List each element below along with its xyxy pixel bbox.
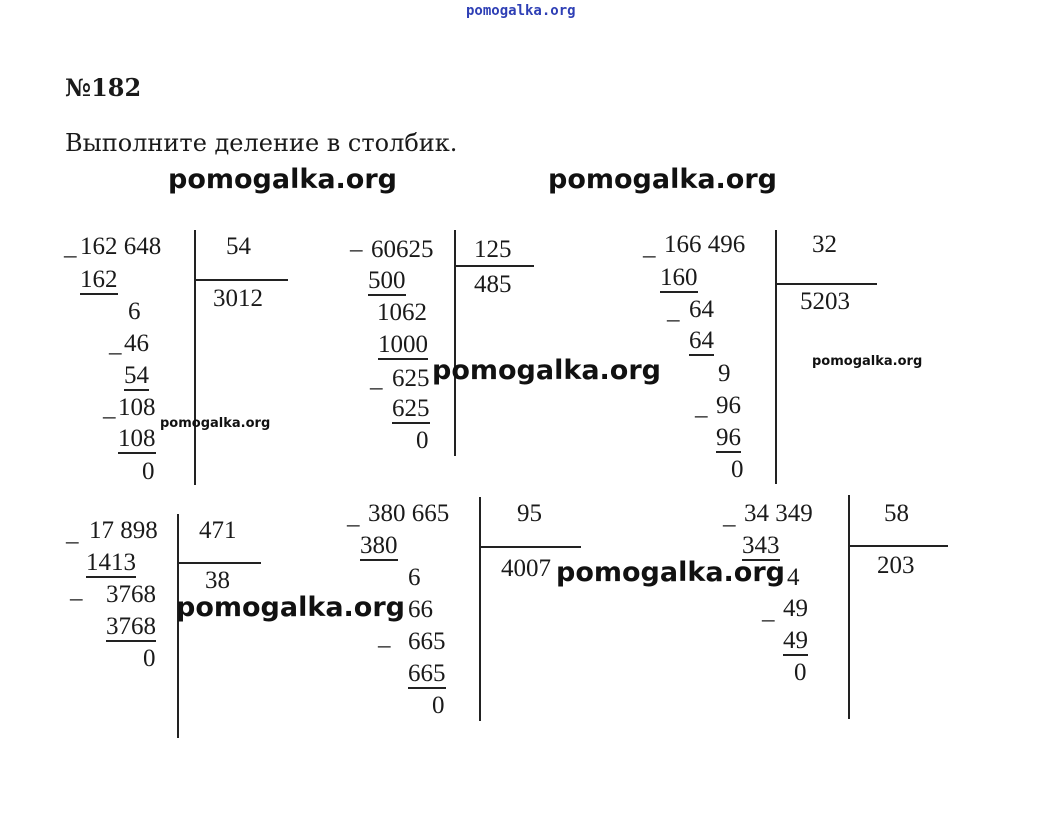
step: 66 [408,596,433,623]
step: 160 [660,264,698,291]
minus-sign: _ [66,519,79,546]
step: 0 [416,427,429,454]
division-bar [194,230,196,485]
watermark: pomogalka.org [556,557,785,588]
step: 108 [118,425,156,452]
quotient: 3012 [213,285,263,312]
step: 343 [742,532,780,559]
dividend: 60625 [371,236,434,263]
step: 0 [432,692,445,719]
step: 6 [128,298,141,325]
step: 49 [783,627,808,654]
quotient: 203 [877,552,915,579]
quotient-bar [177,562,261,564]
step: 0 [731,456,744,483]
divisor: 471 [199,517,237,544]
watermark: pomogalka.org [812,354,923,369]
dividend: 162 648 [80,233,162,260]
quotient: 5203 [800,288,850,315]
step: 0 [794,659,807,686]
step: 665 [408,628,446,655]
minus-sign: _ [667,297,680,324]
minus-sign: _ [64,233,77,260]
step: 665 [408,660,446,687]
step: 380 [360,532,398,559]
dividend: 166 496 [664,231,746,258]
step: 96 [716,424,741,451]
step: 4 [787,564,800,591]
site-watermark-top: pomogalka.org [466,3,576,19]
divisor: 32 [812,231,837,258]
minus-sign: – [378,632,391,659]
minus-sign: _ [723,502,736,529]
divisor: 54 [226,233,251,260]
dividend: 380 665 [368,500,450,527]
minus-sign: _ [370,365,383,392]
divisor: 125 [474,236,512,263]
step: 0 [142,458,155,485]
quotient: 4007 [501,555,551,582]
minus-sign: – [350,236,363,263]
watermark: pomogalka.org [548,164,777,195]
step: 1000 [378,331,428,358]
step: 96 [716,392,741,419]
division-bar [177,514,179,738]
divisor: 58 [884,500,909,527]
step: 162 [80,266,118,293]
task-instruction: Выполните деление в столбик. [65,129,458,157]
division-bar [848,495,850,719]
divisor: 95 [517,500,542,527]
step: 3768 [106,581,156,608]
division-bar [454,230,456,456]
step: 1413 [86,549,136,576]
step: 54 [124,362,149,389]
division-bar [479,497,481,721]
quotient-bar [848,545,948,547]
step: 9 [718,360,731,387]
step: 1062 [377,299,427,326]
step: 6 [408,564,421,591]
watermark: pomogalka.org [168,164,397,195]
quotient-bar [454,265,534,267]
step: 108 [118,394,156,421]
step: 625 [392,365,430,392]
step: 64 [689,296,714,323]
minus-sign: – [70,585,83,612]
watermark: pomogalka.org [176,592,405,623]
step: 49 [783,595,808,622]
step: 64 [689,327,714,354]
step: 3768 [106,613,156,640]
dividend: 17 898 [89,517,158,544]
minus-sign: _ [103,394,116,421]
step: 625 [392,395,430,422]
step: 500 [368,267,406,294]
task-number: №182 [65,73,142,102]
minus-sign: _ [762,597,775,624]
step: 46 [124,330,149,357]
dividend: 34 349 [744,500,813,527]
quotient-bar [194,279,288,281]
minus-sign: _ [643,233,656,260]
quotient-bar [479,546,581,548]
step: 0 [143,645,156,672]
minus-sign: _ [109,330,122,357]
watermark: pomogalka.org [160,416,271,431]
quotient: 485 [474,271,512,298]
quotient: 38 [205,567,230,594]
minus-sign: _ [695,393,708,420]
minus-sign: _ [347,502,360,529]
watermark: pomogalka.org [432,355,661,386]
quotient-bar [775,283,877,285]
division-bar [775,230,777,484]
